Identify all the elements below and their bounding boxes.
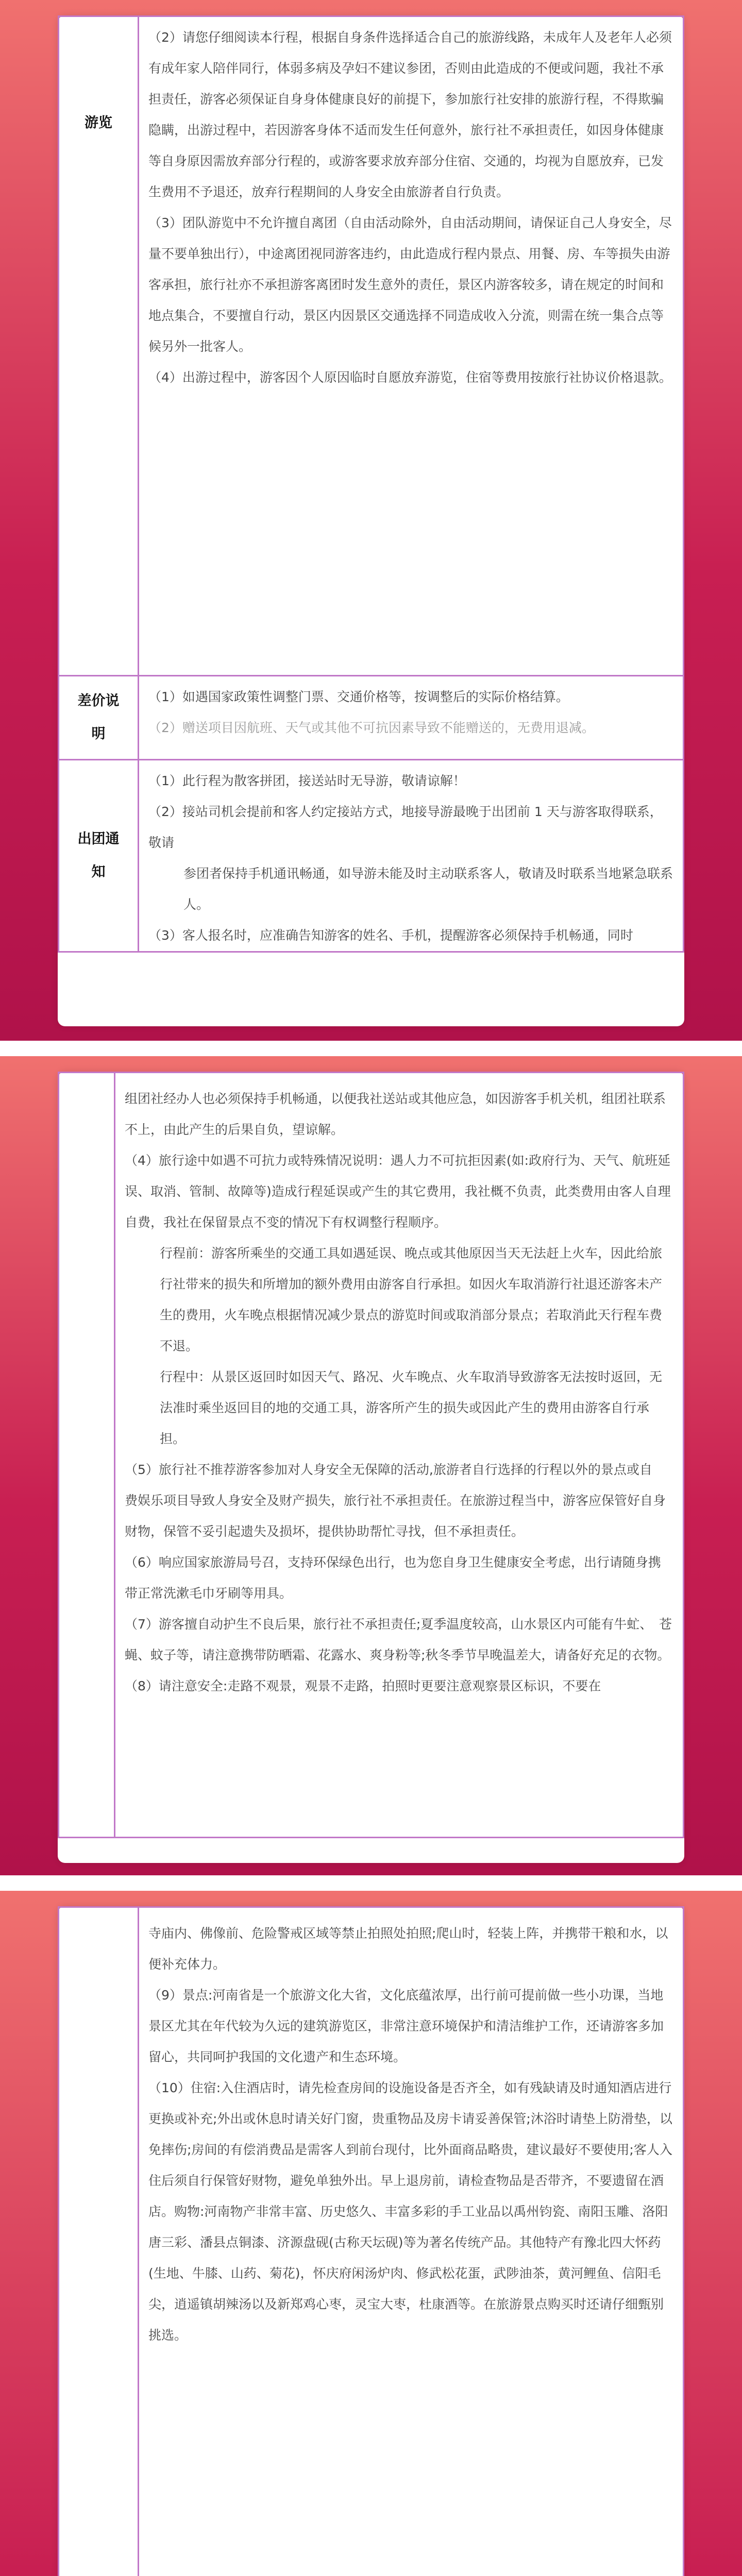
price-label	[59, 676, 139, 760]
tour-para-3: （3）团队游览中不允许擅自离团（自由活动除外，自由活动期间，请保证自己人身安全，尽量不要单独出行），中途离团视同游客违约，由此造成行程内景点、用餐、房、车等损失由游客承担，旅行社亦不承担游客离团时发生意外的责任，景区内游客较多，请在规定的时间和地点集合，不要擅自行动，景区内因景区交通选择不同造成收入分流，则需在统一集合点等候另外一批客人。	[148, 215, 672, 354]
card-3	[58, 1906, 684, 2576]
card-1	[58, 15, 684, 1026]
notice-label	[59, 760, 139, 952]
notice-para-2: （2）接站司机会提前和客人约定接站方式，地接导游最晚于出团前 1 天与游客取得联系，敬请	[148, 804, 663, 850]
notice-table-2	[58, 1072, 684, 1838]
s2-para-3: 行程前：游客所乘坐的交通工具如遇延误、晚点或其他原因当天无法赶上火车，因此给旅行社带来的损失和所增加的额外费用由游客自行承担。如因火车取消游行社退还游客未产生的费用，火车晚点根据情况减少景点的游览时间或取消部分景点；若取消此天行程车费不退。	[160, 1246, 663, 1353]
price-para-1: （1）如遇国家政策性调整门票、交通价格等，按调整后的实际价格结算。	[148, 689, 569, 704]
s2-para-6: （6）响应国家旅游局号召，支持环保绿色出行，也为您自身卫生健康安全考虑，出行请随身携带正常洗漱毛巾牙刷等用具。	[125, 1555, 661, 1601]
band-1	[0, 0, 742, 1041]
band-2	[0, 1056, 742, 1875]
s3-para-3: （10）住宿:入住酒店时，请先检查房间的设施设备是否齐全，如有残缺请及时通知酒店进行更换或补充;外出或休息时请关好门窗，贵重物品及房卡请妥善保管;沐浴时请垫上防滑垫，以免摔伤;房间的有偿消费品是需客人到前台现付，比外面商品略贵，建议最好不要使用;客人入住后须自行保管好财物，避免单独外出。早上退房前，请检查物品是否带齐，不要遗留在酒店。购物:河南物产非常丰富、历史悠久、丰富多彩的手工业品以禹州钧瓷、南阳玉雕、洛阳唐三彩、潘县点铜漆、济源盘砚(古称天坛砚)等为著名传统产品。其他特产有豫北四大怀药(生地、牛膝、山药、菊花)，怀庆府闲汤炉肉、修武松花蛋，武陟油茶，黄河鲤鱼、信阳毛尖，逍遥镇胡辣汤以及新郑鸡心枣，灵宝大枣，杜康酒等。在旅游景点购买时还请仔细甄别挑选。	[148, 2080, 672, 2343]
s2-para-7: （7）游客擅自动护生不良后果，旅行社不承担责任;夏季温度较高，山水景区内可能有牛虻、 苍蝇、蚊子等，请注意携带防晒霜、花露水、爽身粉等;秋冬季节早晚温差大，请备好充足的衣物。	[125, 1617, 672, 1663]
tour-content	[139, 16, 684, 676]
section3-content	[139, 1907, 684, 2576]
tour-row	[59, 16, 684, 676]
band-3	[0, 1891, 742, 2576]
s2-para-5: （5）旅行社不推荐游客参加对人身安全无保障的活动,旅游者自行选择的行程以外的景点或自 费娱乐项目导致人身安全及财产损失，旅行社不承担责任。在旅游过程当中，游客应保管好自身财物，保管不妥引起遗失及损坏，提供协助帮忙寻找，但不承担责任。	[125, 1462, 666, 1539]
s2-para-4: 行程中：从景区返回时如因天气、路况、火车晚点、火车取消导致游客无法按时返回，无法准时乘坐返回目的地的交通工具，游客所产生的损失或因此产生的费用由游客自行承担。	[160, 1369, 663, 1446]
blank-label-2	[59, 1073, 115, 1838]
notice-para-3: （3）客人报名时，应准确告知游客的姓名、手机，提醒游客必须保持手机畅通，同时	[148, 928, 633, 943]
notice-content	[139, 760, 684, 952]
card-2	[58, 1072, 684, 1863]
cont-row-2	[59, 1073, 684, 1838]
price-label-text: 差价说明	[77, 693, 120, 742]
notice-table-1	[58, 15, 684, 953]
tour-para-4: （4）出游过程中，游客因个人原因临时自愿放弃游览，住宿等费用按旅行社协议价格退款。	[148, 370, 672, 385]
s3-para-2: （9）景点:河南省是一个旅游文化大省，文化底蕴浓厚，出行前可提前做一些小功课，当地景区尤其在年代较为久远的建筑游览区，非常注意环境保护和清洁维护工作，还请游客多加留心，共同呵护我国的文化遗产和生态环境。	[148, 1988, 664, 2064]
notice-row	[59, 760, 684, 952]
notice-para-2b: 参团者保持手机通讯畅通，如导游未能及时主动联系客人，敬请及时联系当地紧急联系人。	[183, 866, 673, 912]
s3-para-1: 寺庙内、佛像前、危险警戒区域等禁止拍照处拍照;爬山时，轻装上阵，并携带干粮和水，以便补充体力。	[148, 1926, 668, 1972]
notice-table-3	[58, 1906, 684, 2576]
tour-label-text: 游览	[85, 115, 112, 131]
cont-row-3	[59, 1907, 684, 2576]
price-row	[59, 676, 684, 760]
s2-para-8: （8）请注意安全:走路不观景，观景不走路，拍照时更要注意观察景区标识，不要在	[125, 1679, 601, 1693]
notice-label-text: 出团通知	[77, 831, 120, 880]
s2-para-2: （4）旅行途中如遇不可抗力或特殊情况说明：遇人力不可抗拒因素(如:政府行为、天气、航班延误、取消、管制、故障等)造成行程延误或产生的其它费用，我社概不负责，此类费用由客人自理自费，我社在保留景点不变的情况下有权调整行程顺序。	[125, 1153, 671, 1230]
price-content	[139, 676, 684, 760]
s2-para-1: 组团社经办人也必须保持手机畅通，以便我社送站或其他应急，如因游客手机关机，组团社联系不上，由此产生的后果自负，望谅解。	[125, 1091, 666, 1137]
notice-para-1: （1）此行程为散客拼团，接送站时无导游，敬请谅解！	[148, 773, 466, 788]
tour-para-2: （2）请您仔细阅读本行程，根据自身条件选择适合自己的旅游线路，未成年人及老年人必须有成年家人陪伴同行，体弱多病及孕妇不建议参团，否则由此造成的不便或问题，我社不承担责任，游客必须保证自身身体健康良好的前提下，参加旅行社安排的旅游行程，不得欺骗隐瞒，出游过程中，若因游客身体不适而发生任何意外，旅行社不承担责任，如因身体健康等自身原因需放弃部分行程的，或游客要求放弃部分住宿、交通的，均视为自愿放弃，已发生费用不予退还，放弃行程期间的人身安全由旅游者自行负责。	[148, 30, 672, 199]
price-para-2: （2）赠送项目因航班、天气或其他不可抗因素导致不能赠送的，无费用退减。	[148, 720, 595, 735]
section2-content	[115, 1073, 684, 1838]
tour-label	[59, 16, 139, 676]
blank-label-3	[59, 1907, 139, 2576]
